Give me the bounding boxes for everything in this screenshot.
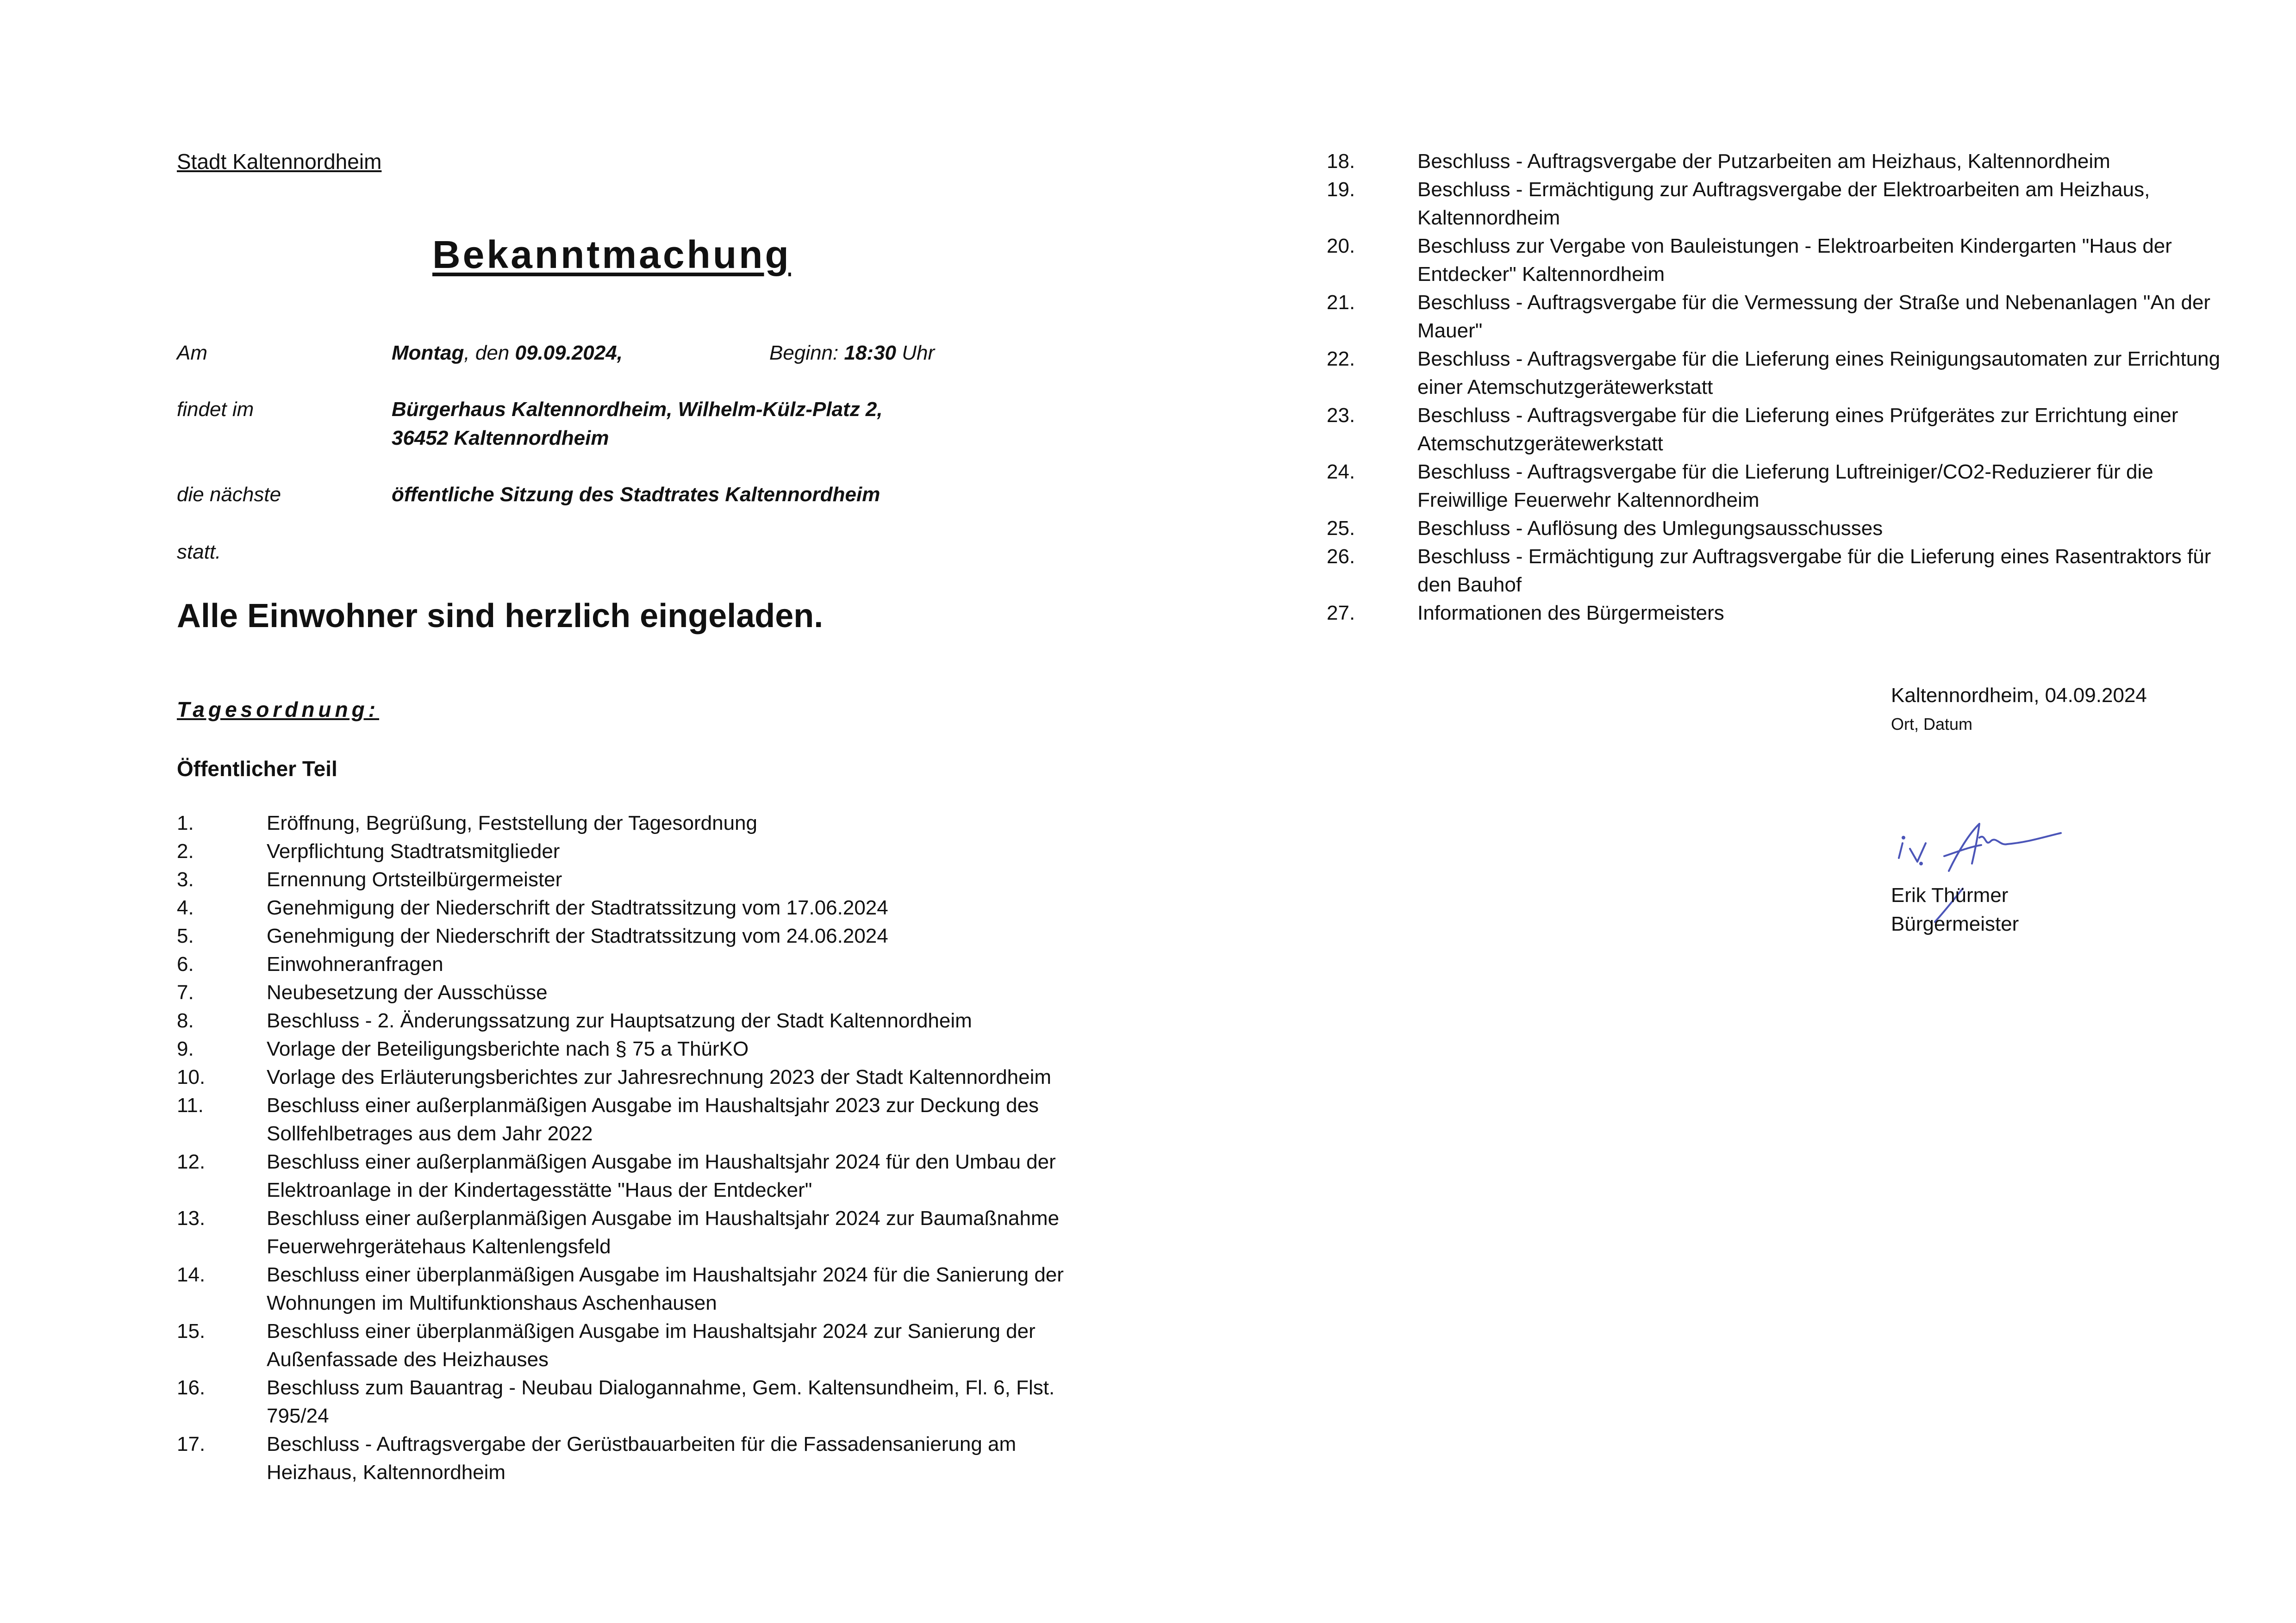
agenda-item-text: Ernennung Ortsteilbürgermeister <box>267 868 562 891</box>
agenda-item <box>1327 232 2225 288</box>
agenda-item-number: 12. <box>177 1150 206 1173</box>
place-date: Kaltennordheim, 04.09.2024 <box>1891 684 2147 707</box>
agenda-item <box>177 950 1079 978</box>
agenda-item-number: 21. <box>1327 291 1355 314</box>
agenda-item-text: Verpflichtung Stadtratsmitglieder <box>267 840 560 863</box>
agenda-item-text: Beschluss - Ermächtigung zur Auftragsvergabe für die Lieferung eines Rasentraktors für den Bauhof <box>1417 545 2211 596</box>
agenda-item-number: 3. <box>177 868 194 891</box>
agenda-item <box>1327 542 2225 599</box>
agenda-item-text: Beschluss zum Bauantrag - Neubau Dialogannahme, Gem. Kaltensundheim, Fl. 6, Flst. 795/24 <box>267 1376 1055 1427</box>
agenda-item-number: 9. <box>177 1038 194 1060</box>
agenda-heading: Tagesordnung: <box>177 697 380 721</box>
agenda-item-number: 10. <box>177 1066 206 1088</box>
agenda-item-number: 24. <box>1327 460 1355 483</box>
agenda-item-text: Beschluss - Auftragsvergabe der Gerüstbauarbeiten für die Fassadensanierung am Heizhaus, Kaltennordheim <box>267 1433 1017 1484</box>
agenda-item-text: Vorlage der Beteiligungsberichte nach § 75 a ThürKO <box>267 1038 749 1060</box>
begin-time: 18:30 <box>844 342 897 364</box>
agenda-item <box>1327 147 2225 175</box>
invitation-text: Alle Einwohner sind herzlich eingeladen. <box>177 597 824 634</box>
venue-line-2: 36452 Kaltennordheim <box>392 427 609 449</box>
agenda-item-number: 14. <box>177 1263 206 1286</box>
agenda-list-left <box>177 809 1079 1486</box>
agenda-item-number: 20. <box>1327 235 1355 257</box>
agenda-item <box>1327 345 2225 401</box>
begin-label: Beginn: <box>769 342 839 364</box>
meeting-weekday: Montag <box>392 342 464 364</box>
begin-unit: Uhr <box>896 342 935 364</box>
agenda-item <box>1327 458 2225 514</box>
statt-label: statt. <box>177 541 221 563</box>
agenda-item-text: Beschluss einer außerplanmäßigen Ausgabe im Haushaltsjahr 2024 zur Baumaßnahme Feuerwehrgerätehaus Kaltenlengsfeld <box>267 1207 1060 1258</box>
agenda-item-text: Beschluss - Auftragsvergabe für die Lieferung Luftreiniger/CO2-Reduzierer für die Freiwillige Feuerwehr Kaltennordheim <box>1417 460 2153 511</box>
agenda-item <box>177 1007 1079 1035</box>
agenda-item-number: 4. <box>177 896 194 919</box>
meeting-date-value: 09.09.2024, <box>515 342 623 364</box>
agenda-item <box>177 1035 1079 1063</box>
signatory-name: Erik Thürmer <box>1891 884 2009 907</box>
agenda-item <box>177 1148 1079 1204</box>
agenda-item-number: 7. <box>177 981 194 1004</box>
agenda-item-text: Beschluss einer außerplanmäßigen Ausgabe im Haushaltsjahr 2024 für den Umbau der Elektroanlage in der Kindertagesstätte "Haus der Entdecker" <box>267 1150 1056 1201</box>
meeting-date-prefix: , den <box>464 342 515 364</box>
agenda-item <box>177 894 1079 922</box>
agenda-item-number: 15. <box>177 1320 206 1343</box>
city-name: Stadt Kaltennordheim <box>177 149 382 174</box>
agenda-item-text: Vorlage des Erläuterungsberichtes zur Jahresrechnung 2023 der Stadt Kaltennordheim <box>267 1066 1052 1088</box>
agenda-item-text: Neubesetzung der Ausschüsse <box>267 981 548 1004</box>
meeting-begin <box>769 342 935 365</box>
agenda-item-text: Genehmigung der Niederschrift der Stadtratssitzung vom 24.06.2024 <box>267 925 888 947</box>
place-date-label: Ort, Datum <box>1891 715 1973 734</box>
findet-label: findet im <box>177 398 254 421</box>
agenda-item <box>177 1204 1079 1261</box>
agenda-item-text: Beschluss einer überplanmäßigen Ausgabe im Haushaltsjahr 2024 zur Sanierung der Außenfassade des Heizhauses <box>267 1320 1036 1371</box>
agenda-item-text: Beschluss - Auftragsvergabe der Putzarbeiten am Heizhaus, Kaltennordheim <box>1417 150 2110 173</box>
agenda-item-text: Genehmigung der Niederschrift der Stadtratssitzung vom 17.06.2024 <box>267 896 888 919</box>
agenda-item-number: 27. <box>1327 602 1355 624</box>
agenda-item-number: 8. <box>177 1009 194 1032</box>
document-title: Bekanntmachung <box>432 233 791 276</box>
agenda-item-number: 19. <box>1327 178 1355 201</box>
agenda-item <box>177 837 1079 865</box>
naechste-label: die nächste <box>177 483 281 506</box>
agenda-item <box>177 1091 1079 1148</box>
agenda-item <box>1327 175 2225 232</box>
agenda-list-right <box>1327 147 2225 627</box>
agenda-item-text: Beschluss zur Vergabe von Bauleistungen - Elektroarbeiten Kindergarten "Haus der Entdecker" Kaltennordheim <box>1417 235 2172 286</box>
agenda-item-text: Beschluss - Auftragsvergabe für die Vermessung der Straße und Nebenanlagen "An der Mauer" <box>1417 291 2211 342</box>
session-name: öffentliche Sitzung des Stadtrates Kaltennordheim <box>392 483 880 506</box>
agenda-item-text: Informationen des Bürgermeisters <box>1417 602 1724 624</box>
agenda-item-number: 1. <box>177 812 194 834</box>
agenda-item-number: 5. <box>177 925 194 947</box>
agenda-item-text: Beschluss einer außerplanmäßigen Ausgabe im Haushaltsjahr 2023 zur Deckung des Sollfehlbetrages aus dem Jahr 2022 <box>267 1094 1039 1145</box>
agenda-item-number: 23. <box>1327 404 1355 427</box>
agenda-item-number: 22. <box>1327 348 1355 370</box>
agenda-item-text: Beschluss - Auftragsvergabe für die Lieferung eines Prüfgerätes zur Errichtung einer Atemschutzgerätewerkstatt <box>1417 404 2178 455</box>
agenda-item-number: 25. <box>1327 517 1355 540</box>
agenda-item <box>1327 599 2225 627</box>
agenda-item <box>177 865 1079 894</box>
agenda-item-text: Beschluss einer überplanmäßigen Ausgabe im Haushaltsjahr 2024 für die Sanierung der Wohnungen im Multifunktionshaus Aschenhausen <box>267 1263 1064 1314</box>
agenda-item-number: 26. <box>1327 545 1355 568</box>
signature-strokes <box>1899 824 2061 922</box>
agenda-item-text: Beschluss - 2. Änderungssatzung zur Hauptsatzung der Stadt Kaltennordheim <box>267 1009 972 1032</box>
agenda-item <box>177 809 1079 837</box>
venue-line-1: Bürgerhaus Kaltennordheim, Wilhelm-Külz-Platz 2, <box>392 398 883 421</box>
agenda-section-title: Öffentlicher Teil <box>177 757 337 781</box>
agenda-item-number: 16. <box>177 1376 206 1399</box>
meeting-date <box>392 342 623 365</box>
agenda-item <box>177 1063 1079 1091</box>
agenda-item-number: 6. <box>177 953 194 976</box>
agenda-item <box>177 1317 1079 1374</box>
agenda-item-number: 18. <box>1327 150 1355 173</box>
agenda-item <box>1327 288 2225 345</box>
agenda-item-text: Einwohneranfragen <box>267 953 443 976</box>
agenda-item <box>177 1374 1079 1430</box>
agenda-item-text: Beschluss - Ermächtigung zur Auftragsvergabe der Elektroarbeiten am Heizhaus, Kaltennordheim <box>1417 178 2150 229</box>
agenda-item-number: 13. <box>177 1207 206 1230</box>
agenda-item-number: 2. <box>177 840 194 863</box>
agenda-item-text: Beschluss - Auflösung des Umlegungsausschusses <box>1417 517 1883 540</box>
agenda-item <box>177 1430 1079 1486</box>
agenda-item <box>177 1261 1079 1317</box>
agenda-item <box>177 922 1079 950</box>
agenda-item <box>1327 514 2225 542</box>
agenda-item-text: Eröffnung, Begrüßung, Feststellung der Tagesordnung <box>267 812 757 834</box>
agenda-item-text: Beschluss - Auftragsvergabe für die Lieferung eines Reinigungsautomaten zur Errichtung einer Atemschutzgerätewerkstatt <box>1417 348 2221 398</box>
agenda-item-number: 17. <box>177 1433 206 1455</box>
signatory-role: Bürgermeister <box>1891 913 2019 935</box>
agenda-item <box>177 978 1079 1007</box>
am-label: Am <box>177 342 207 364</box>
agenda-item-number: 11. <box>177 1094 204 1117</box>
agenda-item <box>1327 401 2225 458</box>
